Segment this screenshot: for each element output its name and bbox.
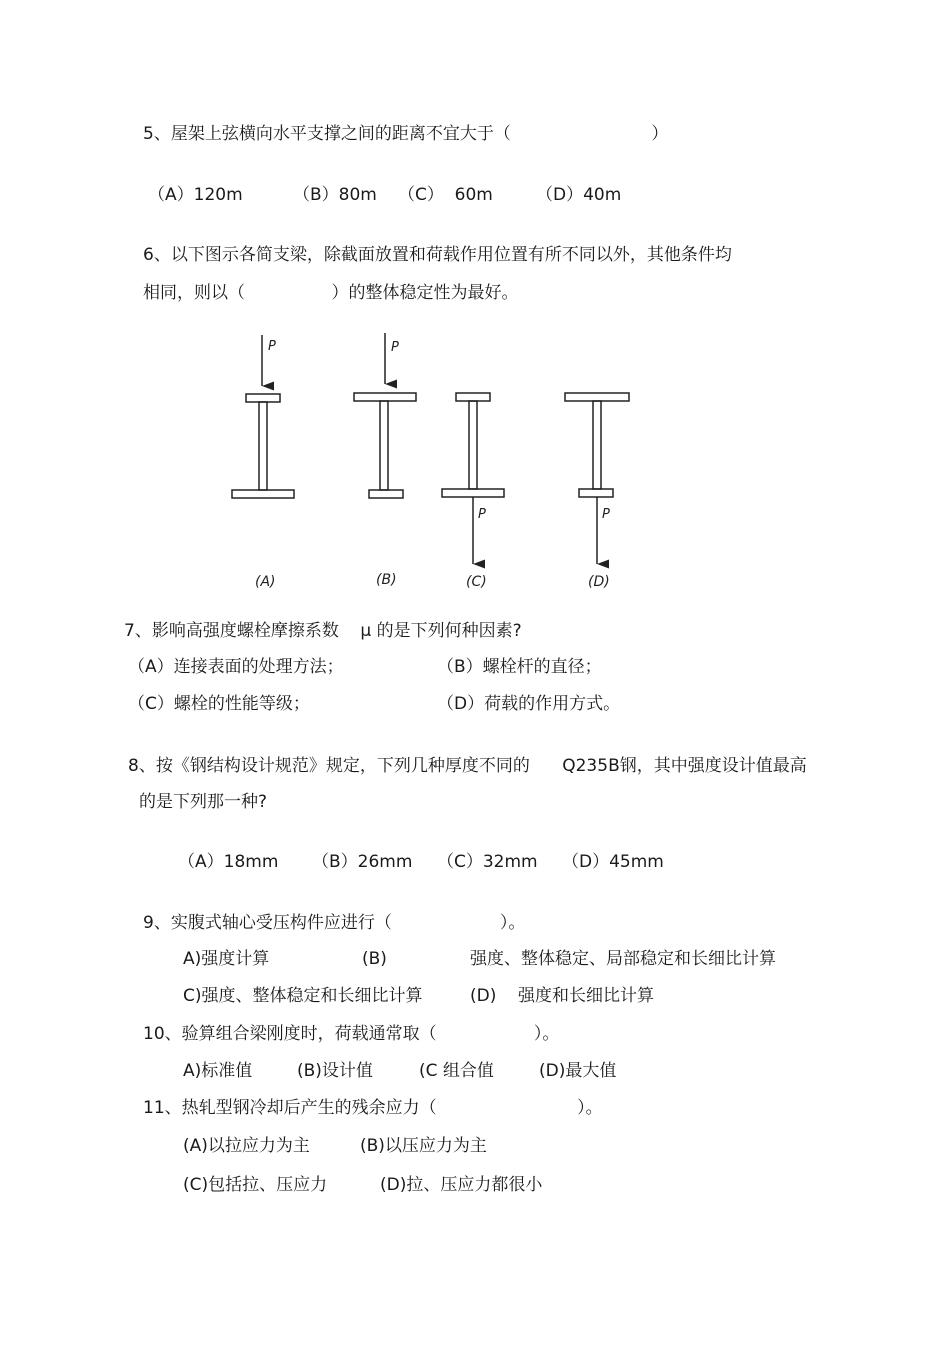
q11-stem: 11、热轧型钢冷却后产生的残余应力（ ）。: [143, 1098, 603, 1118]
section-d: [565, 393, 629, 564]
bottom-flange-b: [369, 490, 403, 498]
q5-option-c: （C） 60m: [398, 185, 493, 205]
q7-option-d: （D）荷载的作用方式。: [437, 694, 621, 714]
top-flange-a: [246, 394, 280, 402]
q8-stem-line1: 8、按《钢结构设计规范》规定，下列几种厚度不同的 Q235B钢，其中强度设计值最高: [128, 756, 807, 776]
beam-sections-figure: [0, 0, 950, 620]
q9-option-a: A)强度计算: [183, 949, 270, 969]
caption-d: (D): [588, 574, 610, 590]
q7-option-c: （C）螺栓的性能等级；: [128, 694, 310, 714]
q10-stem: 10、验算组合梁刚度时，荷载通常取（ ）。: [143, 1024, 560, 1044]
section-c: [442, 393, 504, 564]
q6-stem-line1: 6、以下图示各简支梁，除截面放置和荷载作用位置有所不同以外，其他条件均: [143, 245, 732, 265]
q9-option-d-letter: (D): [470, 986, 497, 1006]
section-a: [232, 335, 294, 498]
load-label-a: P: [268, 339, 276, 354]
web-a: [259, 402, 267, 490]
q11-option-c: (C)包括拉、压应力: [183, 1175, 328, 1195]
bottom-flange-d: [579, 489, 613, 497]
section-b: [354, 333, 416, 498]
q6-stem-line2: 相同，则以（ ）的整体稳定性为最好。: [143, 283, 519, 303]
caption-a: (A): [255, 574, 276, 590]
top-flange-c: [456, 393, 490, 401]
caption-b: (B): [376, 572, 397, 588]
bottom-flange-a: [232, 490, 294, 498]
q9-option-d-text: 强度和长细比计算: [518, 986, 654, 1006]
q5-option-b: （B）80m: [293, 185, 377, 205]
load-label-d: P: [602, 507, 610, 522]
q11-option-b: (B)以压应力为主: [360, 1136, 487, 1156]
q7-stem: 7、影响高强度螺栓摩擦系数 μ 的是下列何种因素?: [124, 621, 522, 641]
q11-option-d: (D)拉、压应力都很小: [380, 1175, 543, 1195]
q5-option-a: （A）120m: [148, 185, 243, 205]
q8-option-c: （C）32mm: [437, 852, 538, 872]
load-label-b: P: [391, 340, 399, 355]
q8-option-a: （A）18mm: [178, 852, 279, 872]
q5-option-d: （D）40m: [536, 185, 622, 205]
q10-option-a: A)标准值: [183, 1061, 253, 1081]
q9-option-b-letter: (B): [362, 949, 387, 969]
q10-option-c: (C 组合值: [419, 1061, 494, 1081]
q8-option-b: （B）26mm: [312, 852, 413, 872]
q5-stem: 5、屋架上弦横向水平支撑之间的距离不宜大于（ ）: [143, 124, 669, 144]
caption-c: (C): [466, 574, 487, 590]
q11-option-a: (A)以拉应力为主: [183, 1136, 310, 1156]
q9-option-b-text: 强度、整体稳定、局部稳定和长细比计算: [470, 949, 776, 969]
q8-option-d: （D）45mm: [562, 852, 664, 872]
web-c: [469, 401, 477, 489]
q10-option-b: (B)设计值: [297, 1061, 373, 1081]
bottom-flange-c: [442, 489, 504, 497]
web-d: [593, 401, 601, 489]
q7-option-a: （A）连接表面的处理方法；: [128, 657, 344, 677]
load-label-c: P: [478, 507, 486, 522]
q9-stem: 9、实腹式轴心受压构件应进行（ ）。: [143, 913, 526, 933]
top-flange-d: [565, 393, 629, 401]
q10-option-d: (D)最大值: [539, 1061, 617, 1081]
q9-option-c: C)强度、整体稳定和长细比计算: [183, 986, 423, 1006]
top-flange-b: [354, 393, 416, 401]
web-b: [380, 401, 388, 490]
q8-stem-line2: 的是下列那一种?: [139, 792, 268, 812]
q7-option-b: （B）螺栓杆的直径；: [437, 657, 602, 677]
